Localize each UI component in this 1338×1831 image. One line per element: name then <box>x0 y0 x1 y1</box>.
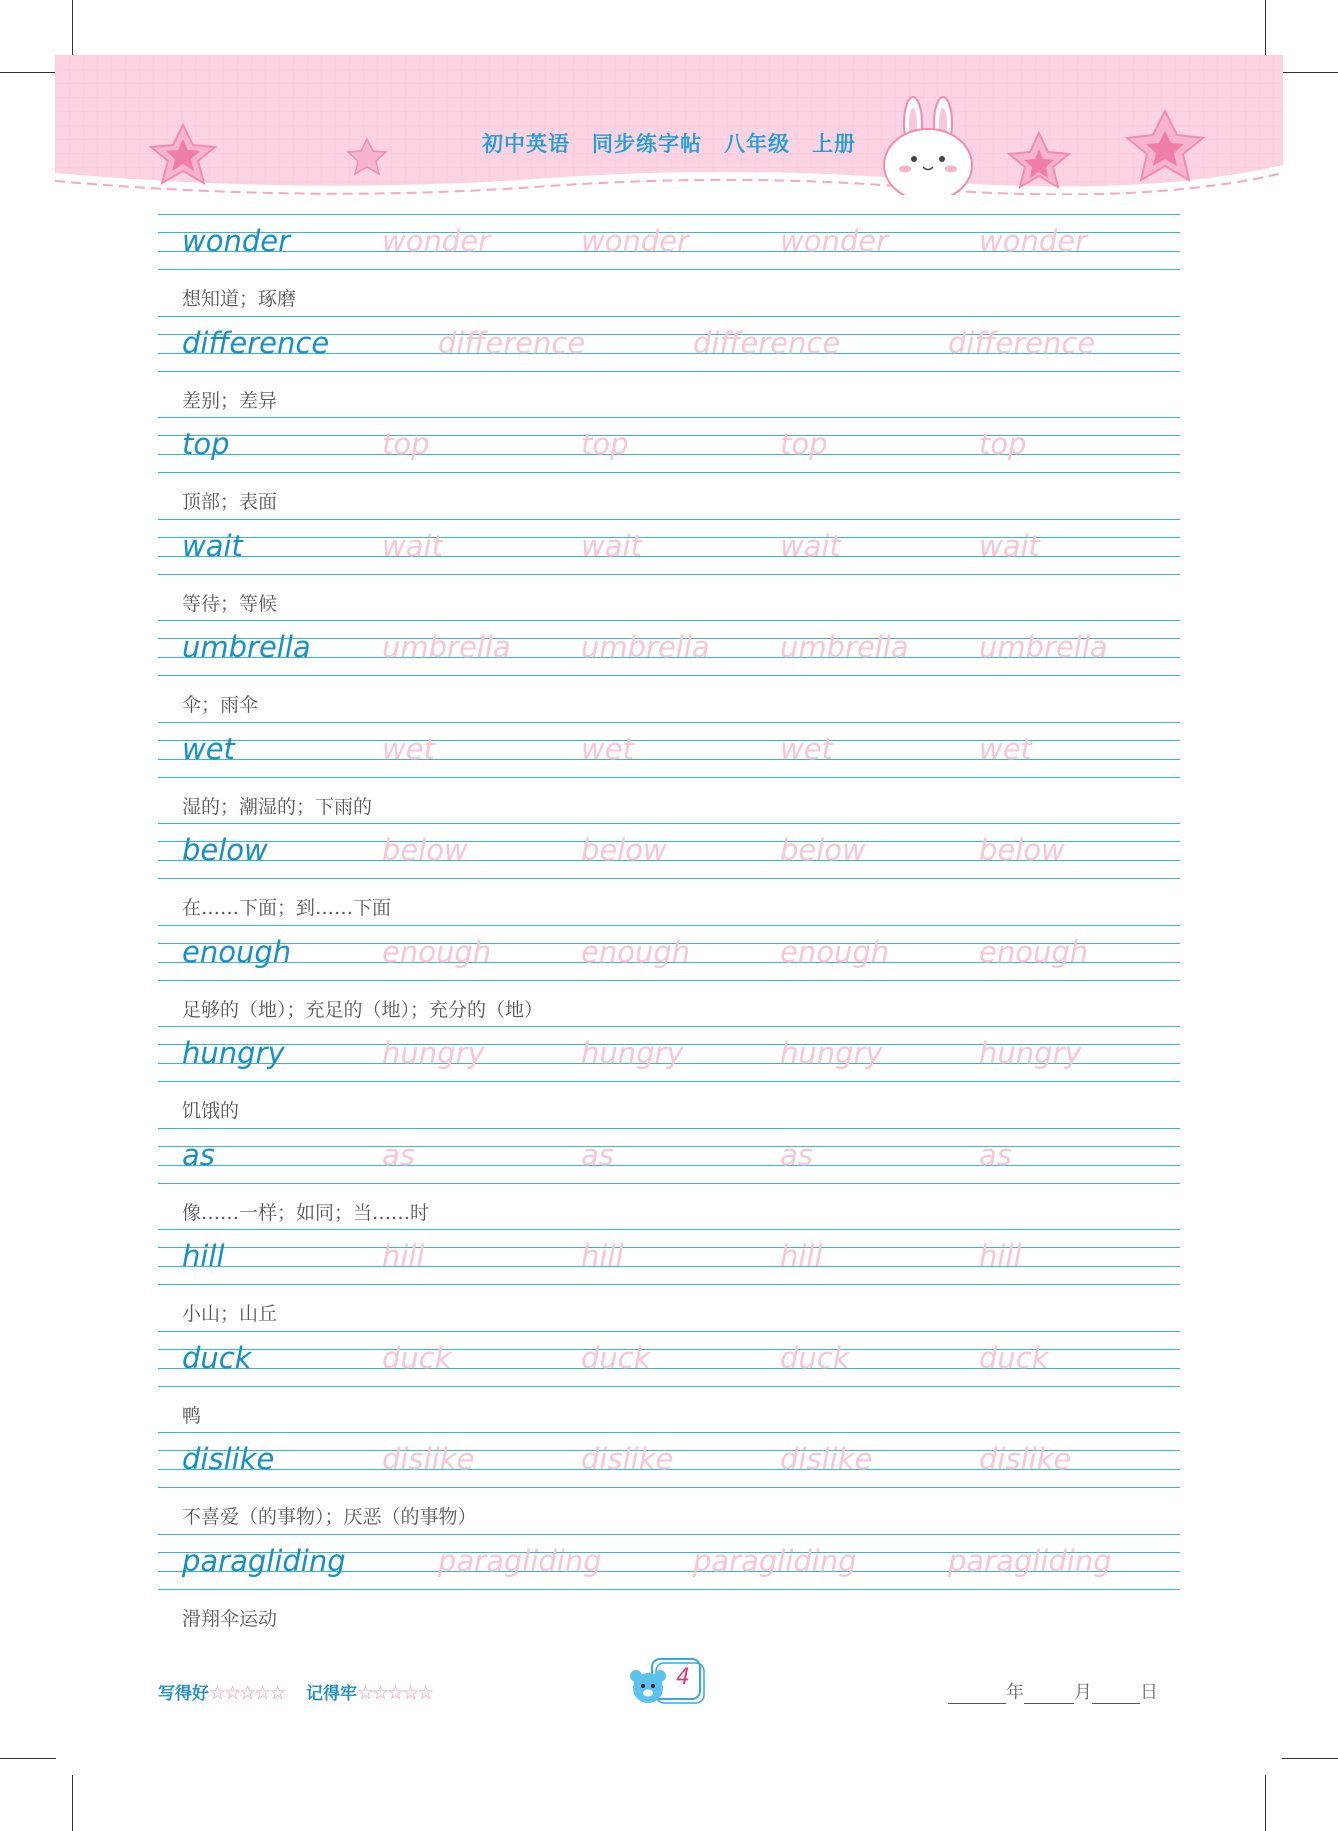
word-row <box>158 1534 1180 1636</box>
word-model: enough <box>182 935 292 969</box>
crop-mark <box>1265 0 1266 56</box>
word-meaning: 像……一样；如同；当……时 <box>182 1202 430 1224</box>
star-rating[interactable]: ☆☆☆☆☆ <box>209 1682 285 1704</box>
word-row <box>158 214 1180 316</box>
word-row <box>158 925 1180 1027</box>
word-model: wonder <box>182 224 291 258</box>
word-trace: duck <box>382 1341 452 1375</box>
word-trace: difference <box>948 326 1096 360</box>
word-model: wet <box>182 732 235 766</box>
word-trace: duck <box>979 1341 1049 1375</box>
word-trace: paragliding <box>693 1544 857 1578</box>
ruling-line <box>158 925 1180 926</box>
word-trace: hungry <box>382 1036 485 1070</box>
word-trace: umbrella <box>780 630 909 664</box>
word-meaning: 等待；等候 <box>182 593 278 615</box>
ruling-line <box>158 1146 1180 1147</box>
writing-lines[interactable] <box>158 1229 1180 1289</box>
word-trace: duck <box>581 1341 651 1375</box>
crop-mark <box>1282 1758 1338 1759</box>
ruling-line <box>158 1432 1180 1433</box>
word-trace: as <box>780 1138 813 1172</box>
remember-well-label: 记得牢 <box>306 1684 358 1704</box>
word-trace: hungry <box>780 1036 883 1070</box>
word-meaning: 饥饿的 <box>182 1100 240 1122</box>
word-trace: dislike <box>780 1442 873 1476</box>
word-row <box>158 1331 1180 1433</box>
word-row <box>158 417 1180 519</box>
word-trace: wonder <box>382 224 491 258</box>
word-row <box>158 519 1180 621</box>
word-trace: enough <box>581 935 691 969</box>
word-row <box>158 1432 1180 1534</box>
word-trace: top <box>780 427 828 461</box>
word-trace: difference <box>693 326 841 360</box>
word-trace: difference <box>438 326 586 360</box>
ruling-line <box>158 1589 1180 1590</box>
word-model: wait <box>182 529 243 563</box>
word-row <box>158 1128 1180 1230</box>
ruling-line <box>158 1386 1180 1387</box>
ruling-line <box>158 823 1180 824</box>
date-field[interactable] <box>948 1678 1158 1704</box>
ruling-line <box>158 269 1180 270</box>
word-trace: top <box>979 427 1027 461</box>
ruling-line <box>158 1266 1180 1267</box>
ruling-line <box>158 722 1180 723</box>
word-trace: hungry <box>581 1036 684 1070</box>
day-label: 日 <box>1140 1682 1158 1703</box>
word-meaning: 湿的；潮湿的；下雨的 <box>182 796 373 818</box>
word-trace: below <box>979 833 1065 867</box>
ruling-line <box>158 417 1180 418</box>
word-trace: paragliding <box>438 1544 602 1578</box>
ruling-line <box>158 1026 1180 1027</box>
ruling-line <box>158 1534 1180 1535</box>
word-trace: wet <box>979 732 1032 766</box>
ruling-line <box>158 454 1180 455</box>
word-trace: dislike <box>382 1442 475 1476</box>
ruling-line <box>158 472 1180 473</box>
word-trace: wonder <box>581 224 690 258</box>
word-trace: hill <box>382 1239 425 1273</box>
word-trace: umbrella <box>382 630 511 664</box>
word-trace: hungry <box>979 1036 1082 1070</box>
word-trace: duck <box>780 1341 850 1375</box>
word-meaning: 伞；雨伞 <box>182 694 259 716</box>
word-model: umbrella <box>182 630 311 664</box>
word-trace: as <box>979 1138 1012 1172</box>
ruling-line <box>158 435 1180 436</box>
word-trace: hill <box>979 1239 1022 1273</box>
word-meaning: 差别；差异 <box>182 390 278 412</box>
title-part: 初中英语 <box>482 132 570 156</box>
word-row <box>158 1026 1180 1128</box>
word-trace: paragliding <box>948 1544 1112 1578</box>
word-row <box>158 316 1180 418</box>
word-trace: as <box>581 1138 614 1172</box>
word-model: paragliding <box>182 1544 346 1578</box>
year-label: 年 <box>1006 1682 1024 1703</box>
word-trace: wait <box>780 529 841 563</box>
ruling-line <box>158 1487 1180 1488</box>
word-meaning: 滑翔伞运动 <box>182 1608 278 1630</box>
word-row <box>158 620 1180 722</box>
header-banner <box>55 55 1283 195</box>
word-trace: wet <box>780 732 833 766</box>
ruling-line <box>158 777 1180 778</box>
write-well-label: 写得好 <box>158 1684 209 1704</box>
word-trace: wait <box>979 529 1040 563</box>
word-trace: dislike <box>979 1442 1072 1476</box>
word-trace: umbrella <box>979 630 1108 664</box>
word-model: dislike <box>182 1442 275 1476</box>
word-trace: wait <box>382 529 443 563</box>
word-model: hungry <box>182 1036 285 1070</box>
ruling-line <box>158 1183 1180 1184</box>
title-part: 同步练字帖 <box>592 132 702 156</box>
word-model: hill <box>182 1239 225 1273</box>
title-part: 八年级 <box>724 132 790 156</box>
ruling-line <box>158 1165 1180 1166</box>
writing-lines[interactable] <box>158 417 1180 477</box>
ruling-line <box>158 1331 1180 1332</box>
page-title <box>0 128 1338 158</box>
word-model: duck <box>182 1341 252 1375</box>
word-trace: dislike <box>581 1442 674 1476</box>
word-trace: top <box>581 427 629 461</box>
word-row <box>158 722 1180 824</box>
word-trace: hill <box>780 1239 823 1273</box>
word-trace: wait <box>581 529 642 563</box>
word-trace: top <box>382 427 430 461</box>
page-number: 4 <box>676 1665 690 1690</box>
word-trace: hill <box>581 1239 624 1273</box>
word-meaning: 在……下面；到……下面 <box>182 897 392 919</box>
star-rating[interactable]: ☆☆☆☆☆ <box>357 1682 433 1704</box>
page-number-badge <box>628 1657 712 1707</box>
ruling-line <box>158 1128 1180 1129</box>
word-model: top <box>182 427 230 461</box>
word-trace: below <box>581 833 667 867</box>
word-trace: wonder <box>780 224 889 258</box>
crop-mark <box>72 0 73 56</box>
word-trace: wet <box>382 732 435 766</box>
word-trace: below <box>780 833 866 867</box>
writing-lines[interactable] <box>158 1128 1180 1188</box>
crop-mark <box>1282 72 1338 73</box>
word-meaning: 顶部；表面 <box>182 491 278 513</box>
word-trace: umbrella <box>581 630 710 664</box>
ruling-line <box>158 519 1180 520</box>
ruling-line <box>158 980 1180 981</box>
word-trace: enough <box>382 935 492 969</box>
crop-mark <box>1265 1775 1266 1831</box>
word-trace: below <box>382 833 468 867</box>
word-row <box>158 1229 1180 1331</box>
ruling-line <box>158 1081 1180 1082</box>
ruling-line <box>158 214 1180 215</box>
bear-icon <box>628 1657 712 1707</box>
ruling-line <box>158 574 1180 575</box>
crop-mark <box>72 1775 73 1831</box>
ruling-line <box>158 620 1180 621</box>
word-trace: wet <box>581 732 634 766</box>
word-trace: enough <box>780 935 890 969</box>
word-trace: as <box>382 1138 415 1172</box>
crop-mark <box>0 72 56 73</box>
word-model: difference <box>182 326 330 360</box>
ruling-line <box>158 1247 1180 1248</box>
word-model: as <box>182 1138 215 1172</box>
ruling-line <box>158 1284 1180 1285</box>
ruling-line <box>158 316 1180 317</box>
word-model: below <box>182 833 268 867</box>
word-meaning: 小山；山丘 <box>182 1303 278 1325</box>
word-trace: wonder <box>979 224 1088 258</box>
ruling-line <box>158 878 1180 879</box>
word-meaning: 足够的（地）；充足的（地）；充分的（地） <box>182 999 544 1021</box>
month-label: 月 <box>1074 1682 1092 1703</box>
word-meaning: 不喜爱（的事物）；厌恶（的事物） <box>182 1506 477 1528</box>
title-part: 上册 <box>812 132 856 156</box>
word-meaning: 想知道；琢磨 <box>182 288 297 310</box>
self-rating <box>158 1679 432 1704</box>
ruling-line <box>158 1229 1180 1230</box>
word-row <box>158 823 1180 925</box>
word-meaning: 鸭 <box>182 1405 202 1427</box>
word-trace: enough <box>979 935 1089 969</box>
ruling-line <box>158 371 1180 372</box>
ruling-line <box>158 675 1180 676</box>
crop-mark <box>0 1758 56 1759</box>
